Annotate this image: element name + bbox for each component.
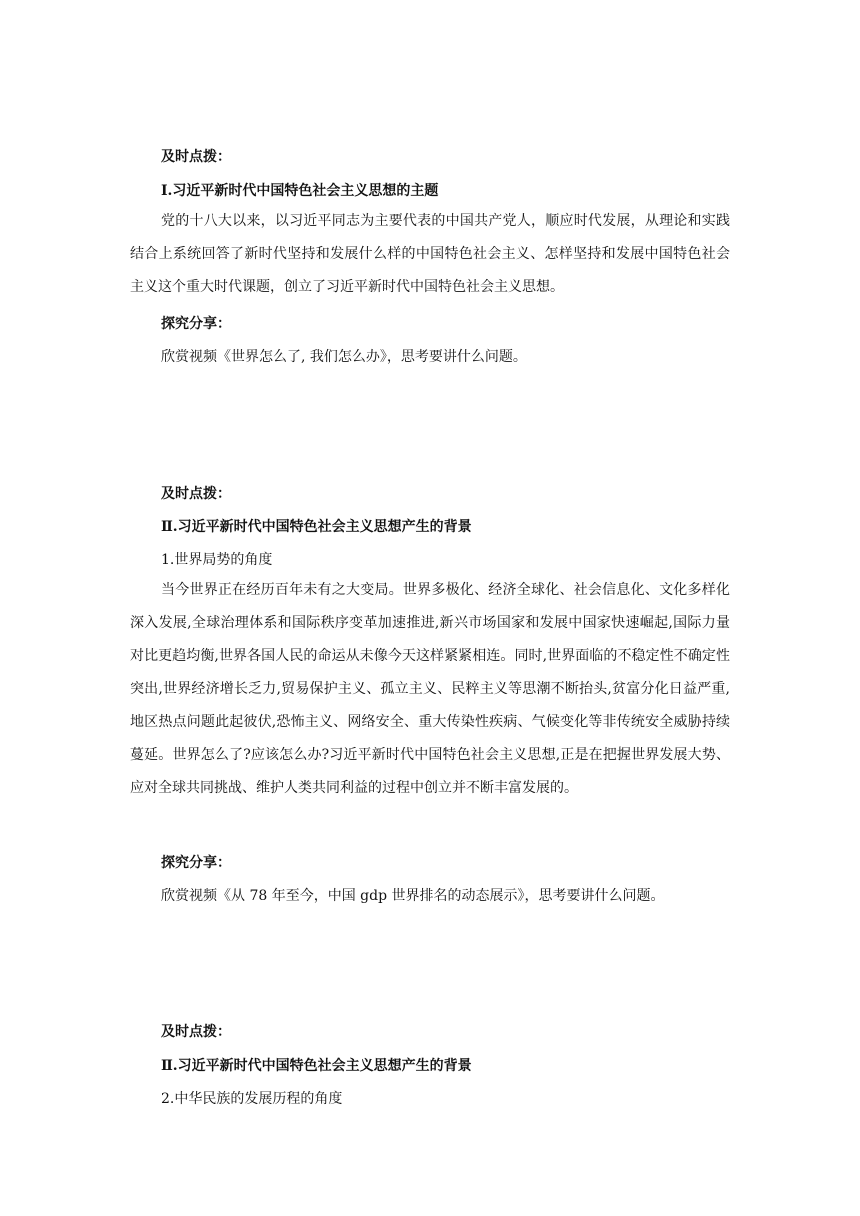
explore-text: 欣赏视频《从 78 年至今，中国 gdp 世界排名的动态展示》，思考要讲什么问题。 — [161, 888, 665, 904]
body-paragraph: 当今世界正在经历百年未有之大变局。世界多极化、经济全球化、社会信息化、文化多样化深入发展,全球治理体系和国际秩序变革加速推进,新兴市场国家和发展中国家快速崛起,国际力量对比更趋均衡,世界各国人民的命运从未像今天这样紧紧相连。同时,世界面临的不稳定性不确定性突出,世界经济增长乏力,贸易保护主义、孤立主义、民粹主义等思潮不断抬头,贫富分化日益严重,地区热点问题此起彼伏,恐怖主义、网络安全、重大传染性疾病、气候变化等非传统安全威胁持续蔓延。世界怎么了?应该怎么办?习近平新时代中国特色社会主义思想,正是在把握世界发展大势、应对全球共同挑战、维护人类共同利益的过程中创立并不断丰富发展的。 — [130, 582, 730, 796]
section-heading: Ⅰ.习近平新时代中国特色社会主义思想的主题 — [161, 183, 439, 199]
section-heading: Ⅱ.习近平新时代中国特色社会主义思想产生的背景 — [161, 1058, 472, 1074]
explore-text: 欣赏视频《世界怎么了, 我们怎么办》，思考要讲什么问题。 — [161, 349, 527, 365]
tip-label: 及时点拨： — [161, 149, 231, 165]
tip-label: 及时点拨： — [161, 1024, 231, 1040]
explore-label: 探究分享： — [161, 855, 231, 871]
section-subheading: 2.中华民族的发展历程的角度 — [161, 1091, 343, 1107]
body-paragraph: 党的十八大以来，以习近平同志为主要代表的中国共产党人，顺应时代发展，从理论和实践结合上系统回答了新时代坚持和发展什么样的中国特色社会主义、怎样坚持和发展中国特色社会主义这个重大时代课题，创立了习近平新时代中国特色社会主义思想。 — [130, 213, 730, 295]
tip-label: 及时点拨： — [161, 486, 231, 502]
section-subheading: 1.世界局势的角度 — [161, 552, 273, 568]
explore-label: 探究分享： — [161, 316, 231, 332]
section-heading: Ⅱ.习近平新时代中国特色社会主义思想产生的背景 — [161, 519, 472, 535]
